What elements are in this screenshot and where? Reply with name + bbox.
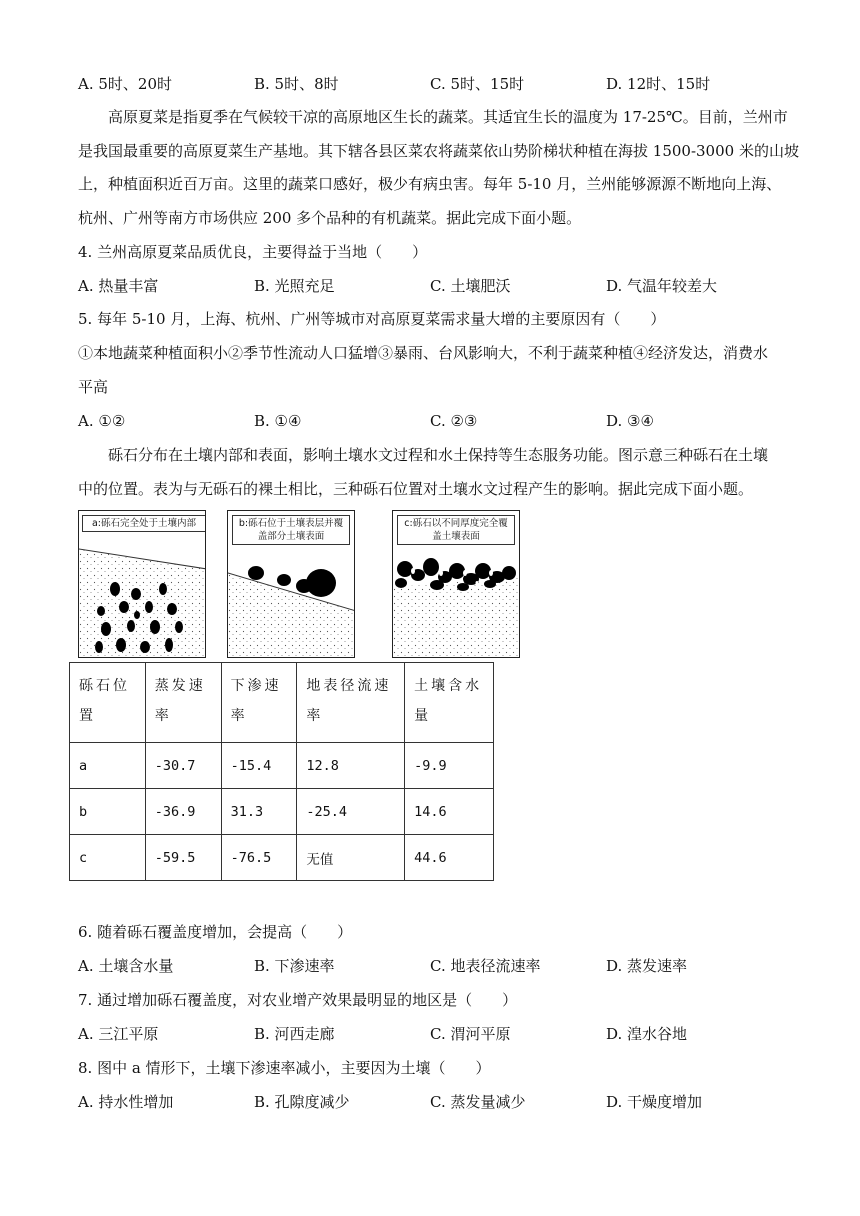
q5-option-a: A. ①② <box>78 412 126 430</box>
q4-option-b: B. 光照充足 <box>254 277 335 295</box>
figure-a-illustration <box>79 511 206 658</box>
figure-a <box>78 510 206 658</box>
q3-options <box>78 74 798 94</box>
q6-option-b: B. 下渗速率 <box>254 957 335 975</box>
table-cell: a <box>70 743 146 789</box>
q5-options <box>78 411 798 431</box>
q6-stem: 6. 随着砾石覆盖度增加，会提高（ ） <box>78 923 353 941</box>
figure-b-caption: b:砾石位于土壤表层并覆盖部分土壤表面 <box>232 515 350 545</box>
table-header-cell: 砾石位置 <box>70 663 146 743</box>
table-cell: -36.9 <box>145 789 221 835</box>
q5-items-line2: 平高 <box>78 378 109 396</box>
q4-option-c: C. 土壤肥沃 <box>430 277 511 295</box>
q3-option-c: C. 5时、15时 <box>430 75 525 93</box>
q8-options <box>78 1092 798 1112</box>
q8-stem: 8. 图中 a 情形下，土壤下渗速率减小，主要因为土壤（ ） <box>78 1059 491 1077</box>
table-header-cell: 蒸发速率 <box>145 663 221 743</box>
q6-option-c: C. 地表径流速率 <box>430 957 541 975</box>
table-cell: -30.7 <box>145 743 221 789</box>
table-cell: b <box>70 789 146 835</box>
q4-option-a: A. 热量丰富 <box>78 277 159 295</box>
gravel-effect-table <box>69 662 494 881</box>
table-header-cell: 土壤含水量 <box>405 663 494 743</box>
q6-option-a: A. 土壤含水量 <box>78 957 174 975</box>
passage1-line4: 杭州、广州等南方市场供应 200 多个品种的有机蔬菜。据此完成下面小题。 <box>78 209 582 227</box>
table-cell: 无值 <box>297 835 405 881</box>
q8-option-d: D. 干燥度增加 <box>606 1093 703 1111</box>
q5-option-d: D. ③④ <box>606 412 654 430</box>
table-row <box>70 789 494 835</box>
q7-option-b: B. 河西走廊 <box>254 1025 335 1043</box>
passage2-line1: 砾石分布在土壤内部和表面，影响土壤水文过程和水土保持等生态服务功能。图示意三种砾石在土壤 <box>108 446 769 464</box>
q6-options <box>78 956 798 976</box>
table-cell: 31.3 <box>221 789 297 835</box>
passage1-line3: 上，种植面积近百万亩。这里的蔬菜口感好，极少有病虫害。每年 5-10 月，兰州能够源源不断地向上海、 <box>78 175 782 193</box>
q8-option-a: A. 持水性增加 <box>78 1093 174 1111</box>
q5-stem: 5. 每年 5-10 月，上海、杭州、广州等城市对高原夏菜需求量大增的主要原因有（ ） <box>78 310 666 328</box>
q7-options <box>78 1024 798 1044</box>
table-cell: -59.5 <box>145 835 221 881</box>
q3-option-d: D. 12时、15时 <box>606 75 711 93</box>
q7-stem: 7. 通过增加砾石覆盖度，对农业增产效果最明显的地区是（ ） <box>78 991 518 1009</box>
q8-option-c: C. 蒸发量减少 <box>430 1093 526 1111</box>
q4-stem: 4. 兰州高原夏菜品质优良，主要得益于当地（ ） <box>78 243 428 261</box>
table-header-cell: 地表径流速率 <box>297 663 405 743</box>
q5-items-line1: ①本地蔬菜种植面积小②季节性流动人口猛增③暴雨、台风影响大，不利于蔬菜种植④经济发达，消费水 <box>78 344 769 362</box>
table-cell: 12.8 <box>297 743 405 789</box>
table-row <box>70 835 494 881</box>
table-cell: -15.4 <box>221 743 297 789</box>
figure-c-caption: c:砾石以不同厚度完全覆盖土壤表面 <box>397 515 515 545</box>
passage1-line1: 高原夏菜是指夏季在气候较干凉的高原地区生长的蔬菜。其适宜生长的温度为 17-25℃。目前，兰州市 <box>108 108 788 126</box>
passage2-line2: 中的位置。表为与无砾石的裸土相比，三种砾石位置对土壤水文过程产生的影响。据此完成下面小题。 <box>78 480 754 498</box>
q5-option-b: B. ①④ <box>254 412 302 430</box>
table-cell: 14.6 <box>405 789 494 835</box>
q8-option-b: B. 孔隙度减少 <box>254 1093 350 1111</box>
q6-option-d: D. 蒸发速率 <box>606 957 688 975</box>
table-cell: 44.6 <box>405 835 494 881</box>
q3-option-b: B. 5时、8时 <box>254 75 339 93</box>
table-row <box>70 743 494 789</box>
q4-option-d: D. 气温年较差大 <box>606 277 718 295</box>
table-cell: c <box>70 835 146 881</box>
figure-a-caption: a:砾石完全处于土壤内部 <box>82 515 206 532</box>
table-cell: -9.9 <box>405 743 494 789</box>
q7-option-c: C. 渭河平原 <box>430 1025 511 1043</box>
q7-option-d: D. 湟水谷地 <box>606 1025 688 1043</box>
q4-options <box>78 276 798 296</box>
table-cell: -76.5 <box>221 835 297 881</box>
q3-option-a: A. 5时、20时 <box>78 75 172 93</box>
q5-option-c: C. ②③ <box>430 412 478 430</box>
figure-b <box>227 510 355 658</box>
table-header-cell: 下渗速率 <box>221 663 297 743</box>
table-cell: -25.4 <box>297 789 405 835</box>
passage1-line2: 是我国最重要的高原夏菜生产基地。其下辖各县区菜农将蔬菜依山势阶梯状种植在海拔 1500-3000 米的山坡 <box>78 142 799 160</box>
figure-c <box>392 510 520 658</box>
table-header-row <box>70 663 494 743</box>
q7-option-a: A. 三江平原 <box>78 1025 159 1043</box>
